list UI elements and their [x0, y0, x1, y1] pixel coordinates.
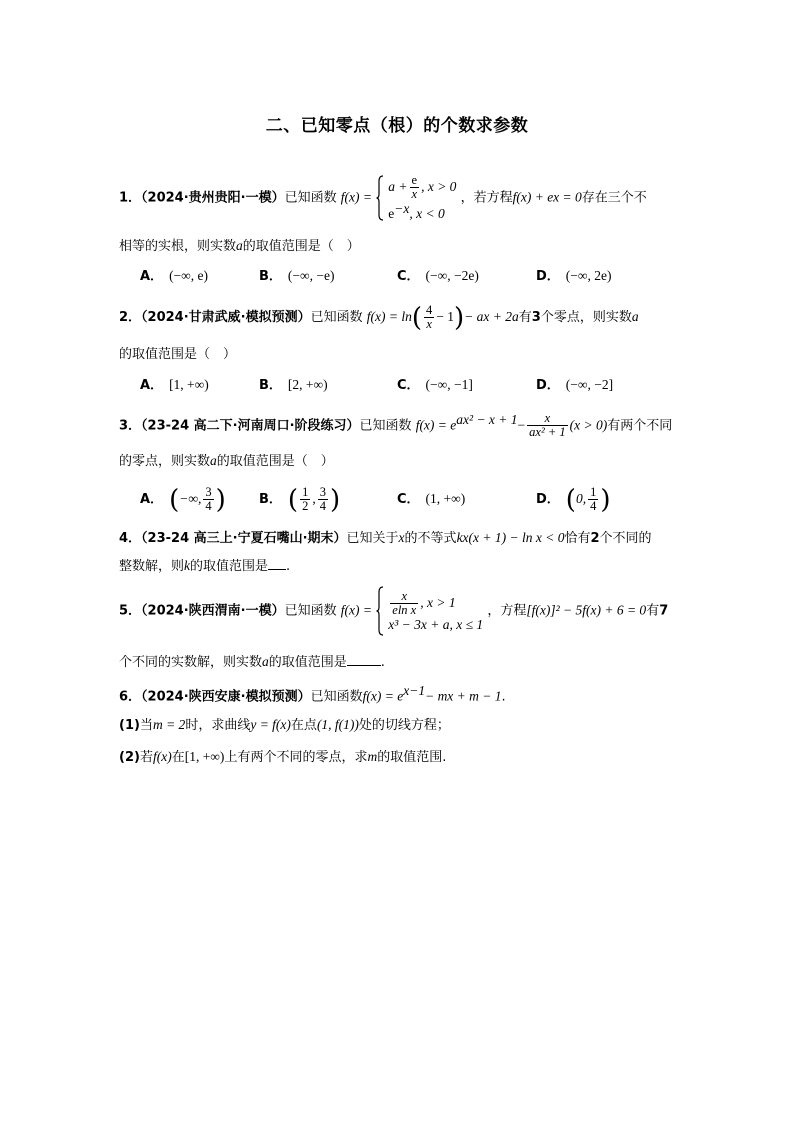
question-text: 的不等式	[404, 531, 457, 546]
case-1-cond: , x > 0	[421, 179, 457, 194]
question-number: 1．	[119, 190, 142, 206]
question-5	[119, 586, 684, 640]
option-a[interactable]: A． (−∞, e)	[140, 268, 209, 284]
question-number: 5．	[119, 603, 142, 619]
question-source: （23-24 高二下·河南周口·阶段练习）	[141, 418, 360, 434]
frac-num: x	[544, 411, 551, 426]
question-text: 整数解，则	[119, 559, 185, 574]
variable: x	[398, 530, 405, 545]
option-a[interactable]: A． (−∞, $\frac{3}{4}$ )	[140, 484, 226, 515]
question-2	[119, 304, 684, 338]
question-source: （2024·贵州贵阳·一模）	[141, 190, 285, 206]
variable: a	[262, 654, 269, 669]
count: 3	[531, 310, 541, 325]
question-number: 6．	[119, 689, 142, 705]
inner-tail: − 1	[436, 309, 455, 324]
option-b[interactable]: B． ( $\frac{1}{2}$ , $\frac{3}{4}$ )	[259, 484, 341, 515]
question-text: 的零点，则实数	[119, 454, 211, 469]
answer-blank[interactable]	[347, 652, 381, 666]
question-text: 存在三个不	[581, 190, 647, 206]
page-title: 二、已知零点（根）的个数求参数	[265, 116, 529, 136]
frac-den: x	[411, 187, 418, 201]
option-b[interactable]: B． [2, +∞)	[259, 377, 328, 393]
minus: −	[517, 417, 526, 433]
variable: m	[367, 749, 378, 764]
expression-tail: − ax + 2a	[464, 309, 519, 324]
part-label: (1)	[119, 718, 140, 733]
function-expression: f(x) = e	[415, 417, 457, 433]
question-text: 有	[646, 603, 660, 619]
question-source: （23-24 高三上·宁夏石嘴山·期末）	[141, 531, 347, 546]
question-text: 已知关于	[346, 531, 399, 546]
point: (1, f(1))	[316, 717, 359, 732]
option-a[interactable]: A． [1, +∞)	[140, 377, 209, 393]
case-1-cond: , x > 1	[420, 594, 456, 610]
variable: a	[236, 238, 243, 253]
count: 2	[590, 531, 600, 546]
exponent: ax² − x + 1	[456, 412, 518, 427]
question-text: 已知函数	[284, 603, 337, 619]
option-b[interactable]: B． (−∞, −e)	[259, 268, 335, 284]
question-text: 的取值范围是（ ）	[216, 454, 334, 469]
question-text: 个零点，则实数	[540, 310, 632, 325]
option-c[interactable]: C． (−∞, −2e)	[397, 268, 479, 284]
period: .	[380, 655, 385, 670]
period: .	[286, 559, 291, 574]
question-2-line-2	[119, 345, 684, 365]
case-2-cond: , x < 0	[409, 206, 445, 222]
curve: y = f(x)	[250, 717, 291, 732]
inequality: kx(x + 1) − ln x < 0	[456, 530, 565, 545]
piecewise-cases	[388, 174, 456, 222]
question-text: 的取值范围是（ ）	[242, 239, 360, 254]
question-text: 有	[518, 310, 532, 325]
question-text: 个不同的实数解，则实数	[119, 655, 263, 670]
right-paren: )	[454, 302, 465, 333]
function-expression: f(x) =	[340, 189, 372, 205]
question-5-line-2	[119, 652, 684, 673]
question-text: 有两个不同	[607, 418, 673, 434]
question-text: 在点	[290, 718, 317, 733]
equation: [f(x)]² − 5f(x) + 6 = 0	[526, 602, 647, 618]
option-d[interactable]: D． (0, $\frac{1}{4}$ )	[536, 484, 611, 515]
frac-den: ax² + 1	[529, 425, 566, 440]
count: 7	[659, 603, 669, 619]
question-text: 上有两个不同的零点，求	[224, 750, 368, 765]
option-c[interactable]: C． (−∞, −1]	[397, 377, 473, 393]
question-text: 处的切线方程；	[358, 718, 450, 733]
question-1	[119, 174, 684, 224]
question-text: 时，求曲线	[185, 718, 251, 733]
question-text: 已知函数	[310, 689, 363, 705]
question-source: （2024·陕西渭南·一模）	[141, 603, 285, 619]
frac-den: x	[424, 317, 434, 331]
question-text: 相等的实根，则实数	[119, 239, 237, 254]
part-label: (2)	[119, 750, 140, 765]
function-expression: f(x) = e	[362, 688, 404, 704]
condition: m = 2	[152, 717, 186, 732]
question-text: 已知函数	[310, 310, 363, 325]
frac-num: 4	[426, 303, 433, 317]
question-source: （2024·甘肃武威·模拟预测）	[141, 310, 311, 325]
question-3	[119, 410, 684, 444]
option-c[interactable]: C． (1, +∞)	[397, 491, 466, 507]
question-text: 恰有	[564, 531, 591, 546]
question-3-line-2	[119, 451, 684, 472]
frac-den: eln x	[392, 602, 417, 617]
question-4-line-2	[119, 556, 684, 577]
frac-num: x	[401, 588, 408, 603]
question-text: 的取值范围是	[190, 559, 269, 574]
frac-num: e	[411, 173, 418, 187]
question-text: 在	[171, 750, 185, 765]
variable: a	[210, 453, 217, 468]
question-source: （2024·陕西安康·模拟预测）	[141, 689, 311, 705]
left-paren: (	[411, 302, 423, 333]
question-text: 当	[139, 718, 153, 733]
question-number: 3．	[119, 418, 142, 434]
interval: [1, +∞)	[184, 749, 225, 764]
question-text: 的取值范围.	[377, 750, 447, 765]
option-d[interactable]: D． (−∞, 2e)	[536, 268, 612, 284]
case-2-expr: e	[388, 206, 395, 222]
question-6-part-1	[119, 715, 684, 736]
question-number: 2．	[119, 310, 142, 325]
expression-tail: − mx + m − 1	[425, 688, 502, 704]
question-4	[119, 528, 684, 549]
function-expression: f(x) = ln	[366, 309, 412, 324]
question-number: 4．	[119, 531, 142, 546]
question-text: 已知函数	[284, 190, 337, 206]
period: .	[501, 689, 506, 705]
left-brace	[376, 175, 384, 221]
function-expression: f(x) =	[340, 602, 372, 618]
question-1-line-2	[119, 236, 684, 257]
question-6-part-2	[119, 747, 684, 768]
variable: k	[184, 558, 191, 573]
question-text: ，方程	[487, 603, 527, 619]
question-6	[119, 681, 684, 707]
question-text: 的取值范围是（ ）	[119, 347, 237, 362]
question-text: ，若方程	[460, 190, 513, 206]
question-text: 个不同的	[599, 531, 652, 546]
condition: (x > 0)	[569, 417, 608, 433]
case-1-expr: a +	[388, 179, 408, 194]
case-2: x³ − 3x + a, x ≤ 1	[388, 616, 484, 632]
option-d[interactable]: D． (−∞, −2]	[536, 377, 614, 393]
case-2-exp: −x	[394, 201, 410, 216]
function: f(x)	[152, 749, 172, 764]
answer-blank[interactable]	[268, 556, 286, 570]
left-brace	[376, 586, 384, 636]
equation: f(x) + ex = 0	[512, 189, 582, 205]
variable: a	[631, 309, 639, 324]
piecewise-cases	[388, 590, 483, 633]
question-text: 若	[139, 750, 153, 765]
question-text: 已知函数	[359, 418, 412, 434]
question-text: 的取值范围是	[268, 655, 347, 670]
exponent: x−1	[403, 683, 426, 698]
